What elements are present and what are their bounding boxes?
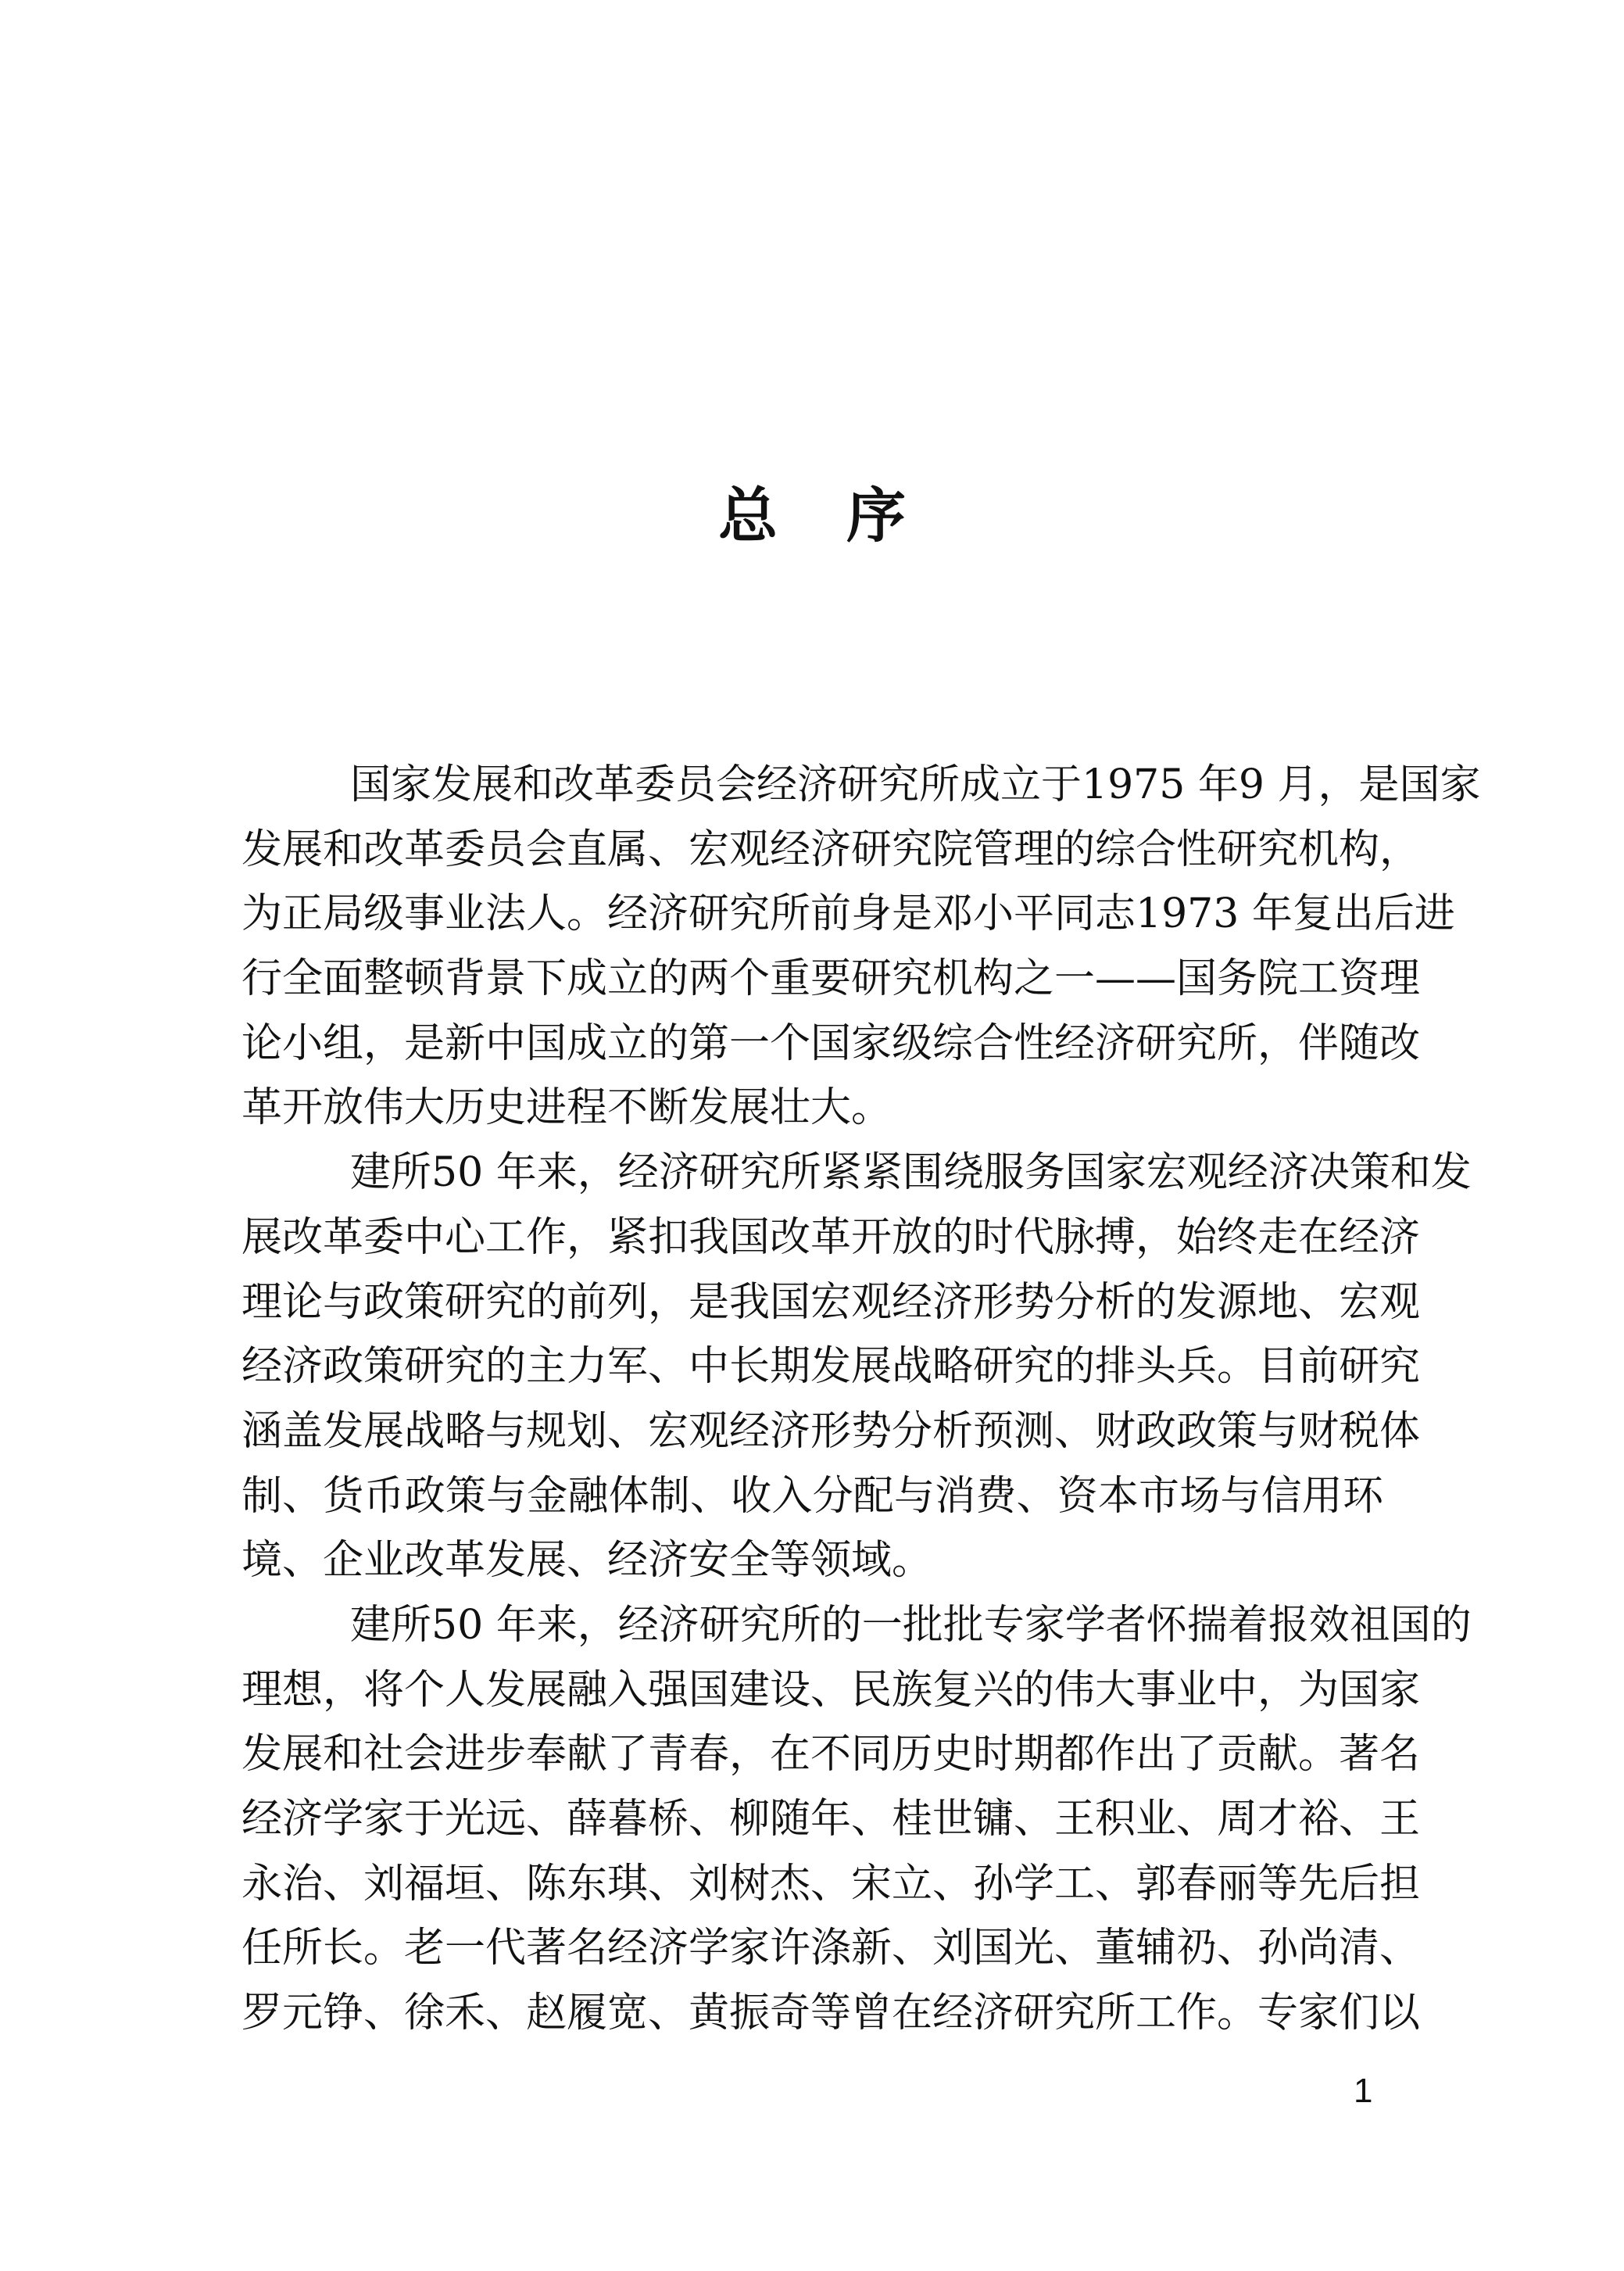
paragraph — [241, 753, 1481, 1141]
paragraph — [241, 1141, 1472, 1593]
page-number: 1 — [1354, 2072, 1373, 2110]
text-line: 理论与政策研究的前列，是我国宏观经济形势分析的发源地、宏观 — [241, 1278, 1421, 1326]
text-line: 境、企业改革发展、经济安全等领域。 — [241, 1537, 933, 1585]
body-text — [241, 753, 1481, 2046]
text-line: 为正局级事业法人。经济研究所前身是邓小平同志1973 年复出后进 — [241, 890, 1455, 938]
text-line: 制、货币政策与金融体制、收入分配与消费、资本市场与信用环 — [241, 1472, 1383, 1520]
title-char: 总 — [718, 481, 778, 550]
text-line: 革开放伟大历史进程不断发展壮大。 — [241, 1084, 892, 1132]
text-line: 罗元铮、徐禾、赵履宽、黄振奇等曾在经济研究所工作。专家们以 — [241, 1990, 1421, 2037]
text-line: 经济学家于光远、薛暮桥、柳随年、桂世镛、王积业、周才裕、王 — [241, 1796, 1421, 1843]
text-line: 建所50 年来，经济研究所紧紧围绕服务国家宏观经济决策和发 — [350, 1149, 1472, 1197]
text-line: 论小组，是新中国成立的第一个国家级综合性经济研究所，伴随改 — [241, 1019, 1421, 1067]
page-title — [0, 481, 1624, 551]
text-line: 发展和改革委员会直属、宏观经济研究院管理的综合性研究机构， — [241, 826, 1421, 873]
text-line: 永治、刘福垣、陈东琪、刘树杰、宋立、孙学工、郭春丽等先后担 — [241, 1860, 1421, 1907]
text-line: 建所50 年来，经济研究所的一批批专家学者怀揣着报效祖国的 — [350, 1601, 1472, 1649]
paragraph — [241, 1593, 1472, 2046]
text-line: 展改革委中心工作，紧扣我国改革开放的时代脉搏，始终走在经济 — [241, 1213, 1421, 1261]
text-line: 国家发展和改革委员会经济研究所成立于1975 年9 月，是国家 — [350, 761, 1481, 808]
text-line: 发展和社会进步奉献了青春，在不同历史时期都作出了贡献。著名 — [241, 1731, 1421, 1778]
text-line: 经济政策研究的主力军、中长期发展战略研究的排头兵。目前研究 — [241, 1343, 1421, 1391]
text-line: 任所长。老一代著名经济学家许涤新、刘国光、董辅礽、孙尚清、 — [241, 1925, 1421, 1972]
text-line: 涵盖发展战略与规划、宏观经济形势分析预测、财政政策与财税体 — [241, 1407, 1421, 1455]
text-line: 理想，将个人发展融入强国建设、民族复兴的伟大事业中，为国家 — [241, 1666, 1421, 1714]
text-line: 行全面整顿背景下成立的两个重要研究机构之一——国务院工资理 — [241, 955, 1421, 1003]
title-char: 序 — [846, 481, 906, 550]
